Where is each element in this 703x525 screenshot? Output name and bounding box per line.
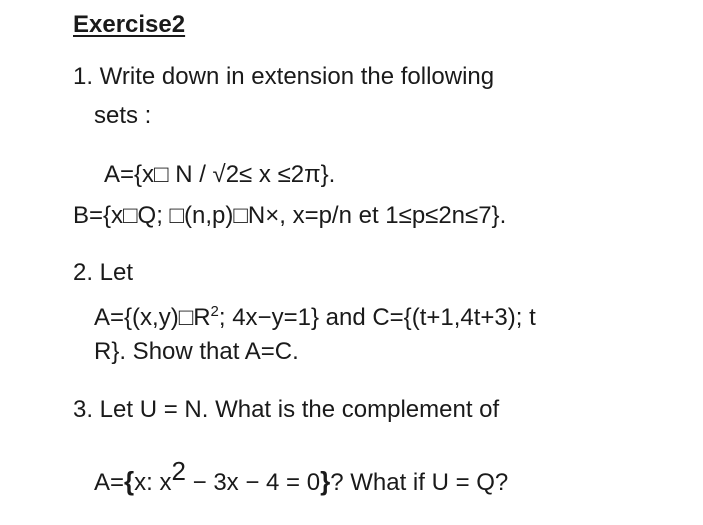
- q3-line-2: [94, 456, 508, 498]
- q2-line-2-suffix: ; 4x−y=1} and C={(t+1,4t+3); t: [218, 304, 536, 331]
- q2-line-3: R}. Show that A=C.: [94, 338, 299, 365]
- q3-equation: − 3x − 4 = 0: [185, 469, 321, 496]
- superscript-2: 2: [210, 303, 219, 320]
- q1-set-b: B={x□Q; □(n,p)□N×, x=p/n et 1≤p≤2n≤7}.: [73, 202, 507, 229]
- q3-set-name: A=: [94, 469, 125, 496]
- superscript-2: 2: [171, 456, 186, 486]
- exercise-title: Exercise2: [73, 11, 186, 38]
- q1-line-2: sets :: [94, 102, 152, 129]
- q3-line-1: 3. Let U = N. What is the complement of: [73, 396, 500, 423]
- q3-question: ? What if U = Q?: [330, 469, 509, 496]
- brace-open: {: [124, 466, 135, 496]
- q2-line-2: [94, 297, 536, 333]
- q1-line-1: 1. Write down in extension the following: [73, 63, 495, 90]
- brace-close: }: [320, 466, 331, 496]
- q2-line-2-prefix: A={(x,y)□R: [94, 304, 211, 331]
- q2-line-1: 2. Let: [73, 259, 134, 286]
- q3-x-part: x: x: [134, 469, 172, 496]
- q1-set-a: A={x□ N / √2≤ x ≤2π}.: [104, 161, 336, 188]
